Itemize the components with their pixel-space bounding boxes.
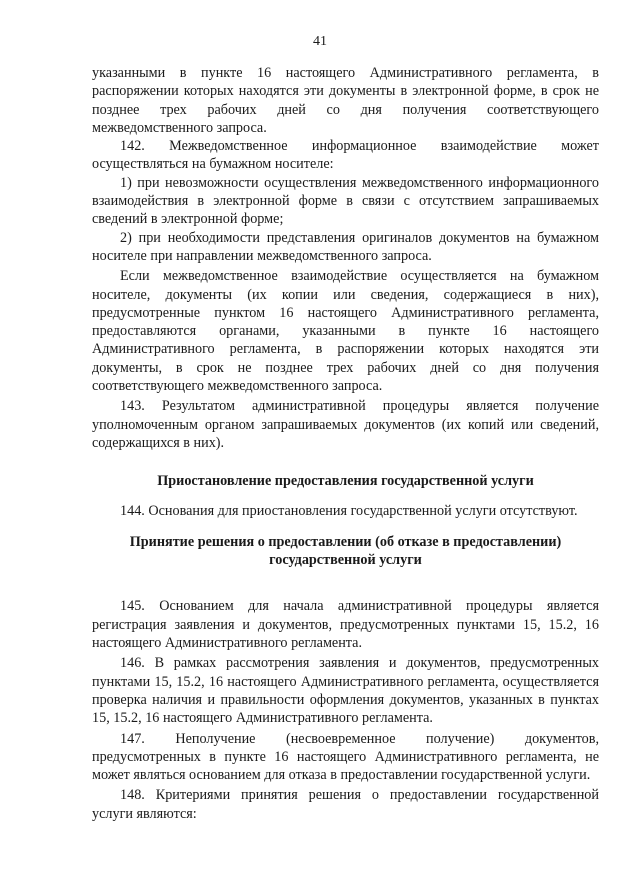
section-heading-decision-line1: Принятие решения о предоставлении (об отказе в предоставлении) — [129, 533, 562, 550]
section-heading-suspension: Приостановление предоставления государственной услуги — [157, 473, 534, 490]
paragraph-148: 148. Критериями принятия решения о предоставлении государственной услуги являются: — [92, 787, 599, 822]
list-item-1: 1) при невозможности осуществления межведомственного информационного взаимодействия в электронной форме в связи с отсутствием запрашиваемых сведений в электронной форме; — [92, 174, 599, 228]
list-item-2: 2) при необходимости представления оригиналов документов на бумажном носителе при направлении межведомственного запроса. — [92, 229, 599, 264]
paragraph-paper-interaction: Если межведомственное взаимодействие осуществляется на бумажном носителе, документы (их копии или сведения, содержащиеся в них), предусмотренные пунктом 16 настоящего Административного регламента, предоставляются органами, указанными в пункте 16 настоящего Административного регламента, в распоряжении которых находятся эти документы, в срок не позднее трех рабочих дней со дня получения соответствующего межведомственного запроса. — [92, 268, 599, 395]
paragraph-145: 145. Основанием для начала административной процедуры является регистрация заявления и документов, предусмотренных пунктами 15, 15.2, 16 настоящего Административного регламента. — [92, 598, 599, 652]
section-heading-decision-line2: государственной услуги — [269, 552, 422, 569]
paragraph-142: 142. Межведомственное информационное взаимодействие может осуществляться на бумажном носителе: — [92, 138, 599, 173]
paragraph-146: 146. В рамках рассмотрения заявления и документов, предусмотренных пунктами 15, 15.2, 16 настоящего Административного регламента, осуществляется проверка наличия и правильности оформления документов, указанных в пунктах 15, 15.2, 16 настоящего Административного регламента. — [92, 655, 599, 727]
paragraph-143: 143. Результатом административной процедуры является получение уполномоченным органом запрашиваемых документов (их копий или сведений, содержащихся в них). — [92, 398, 599, 451]
document-body — [92, 64, 599, 823]
paragraph-147: 147. Неполучение (несвоевременное получение) документов, предусмотренных в пункте 16 настоящего Административного регламента, не может являться основанием для отказа в предоставлении государственной услуги. — [92, 730, 599, 784]
paragraph-continuation: указанными в пункте 16 настоящего Административного регламента, в распоряжении которых находятся эти документы в электронной форме, в срок не позднее трех рабочих дней со дня получения соответствующего межведомственного запроса. — [92, 65, 599, 136]
page-number: 41 — [313, 34, 327, 49]
section-heading-decision — [92, 533, 599, 570]
paragraph-144: 144. Основания для приостановления государственной услуги отсутствуют. — [120, 502, 578, 519]
